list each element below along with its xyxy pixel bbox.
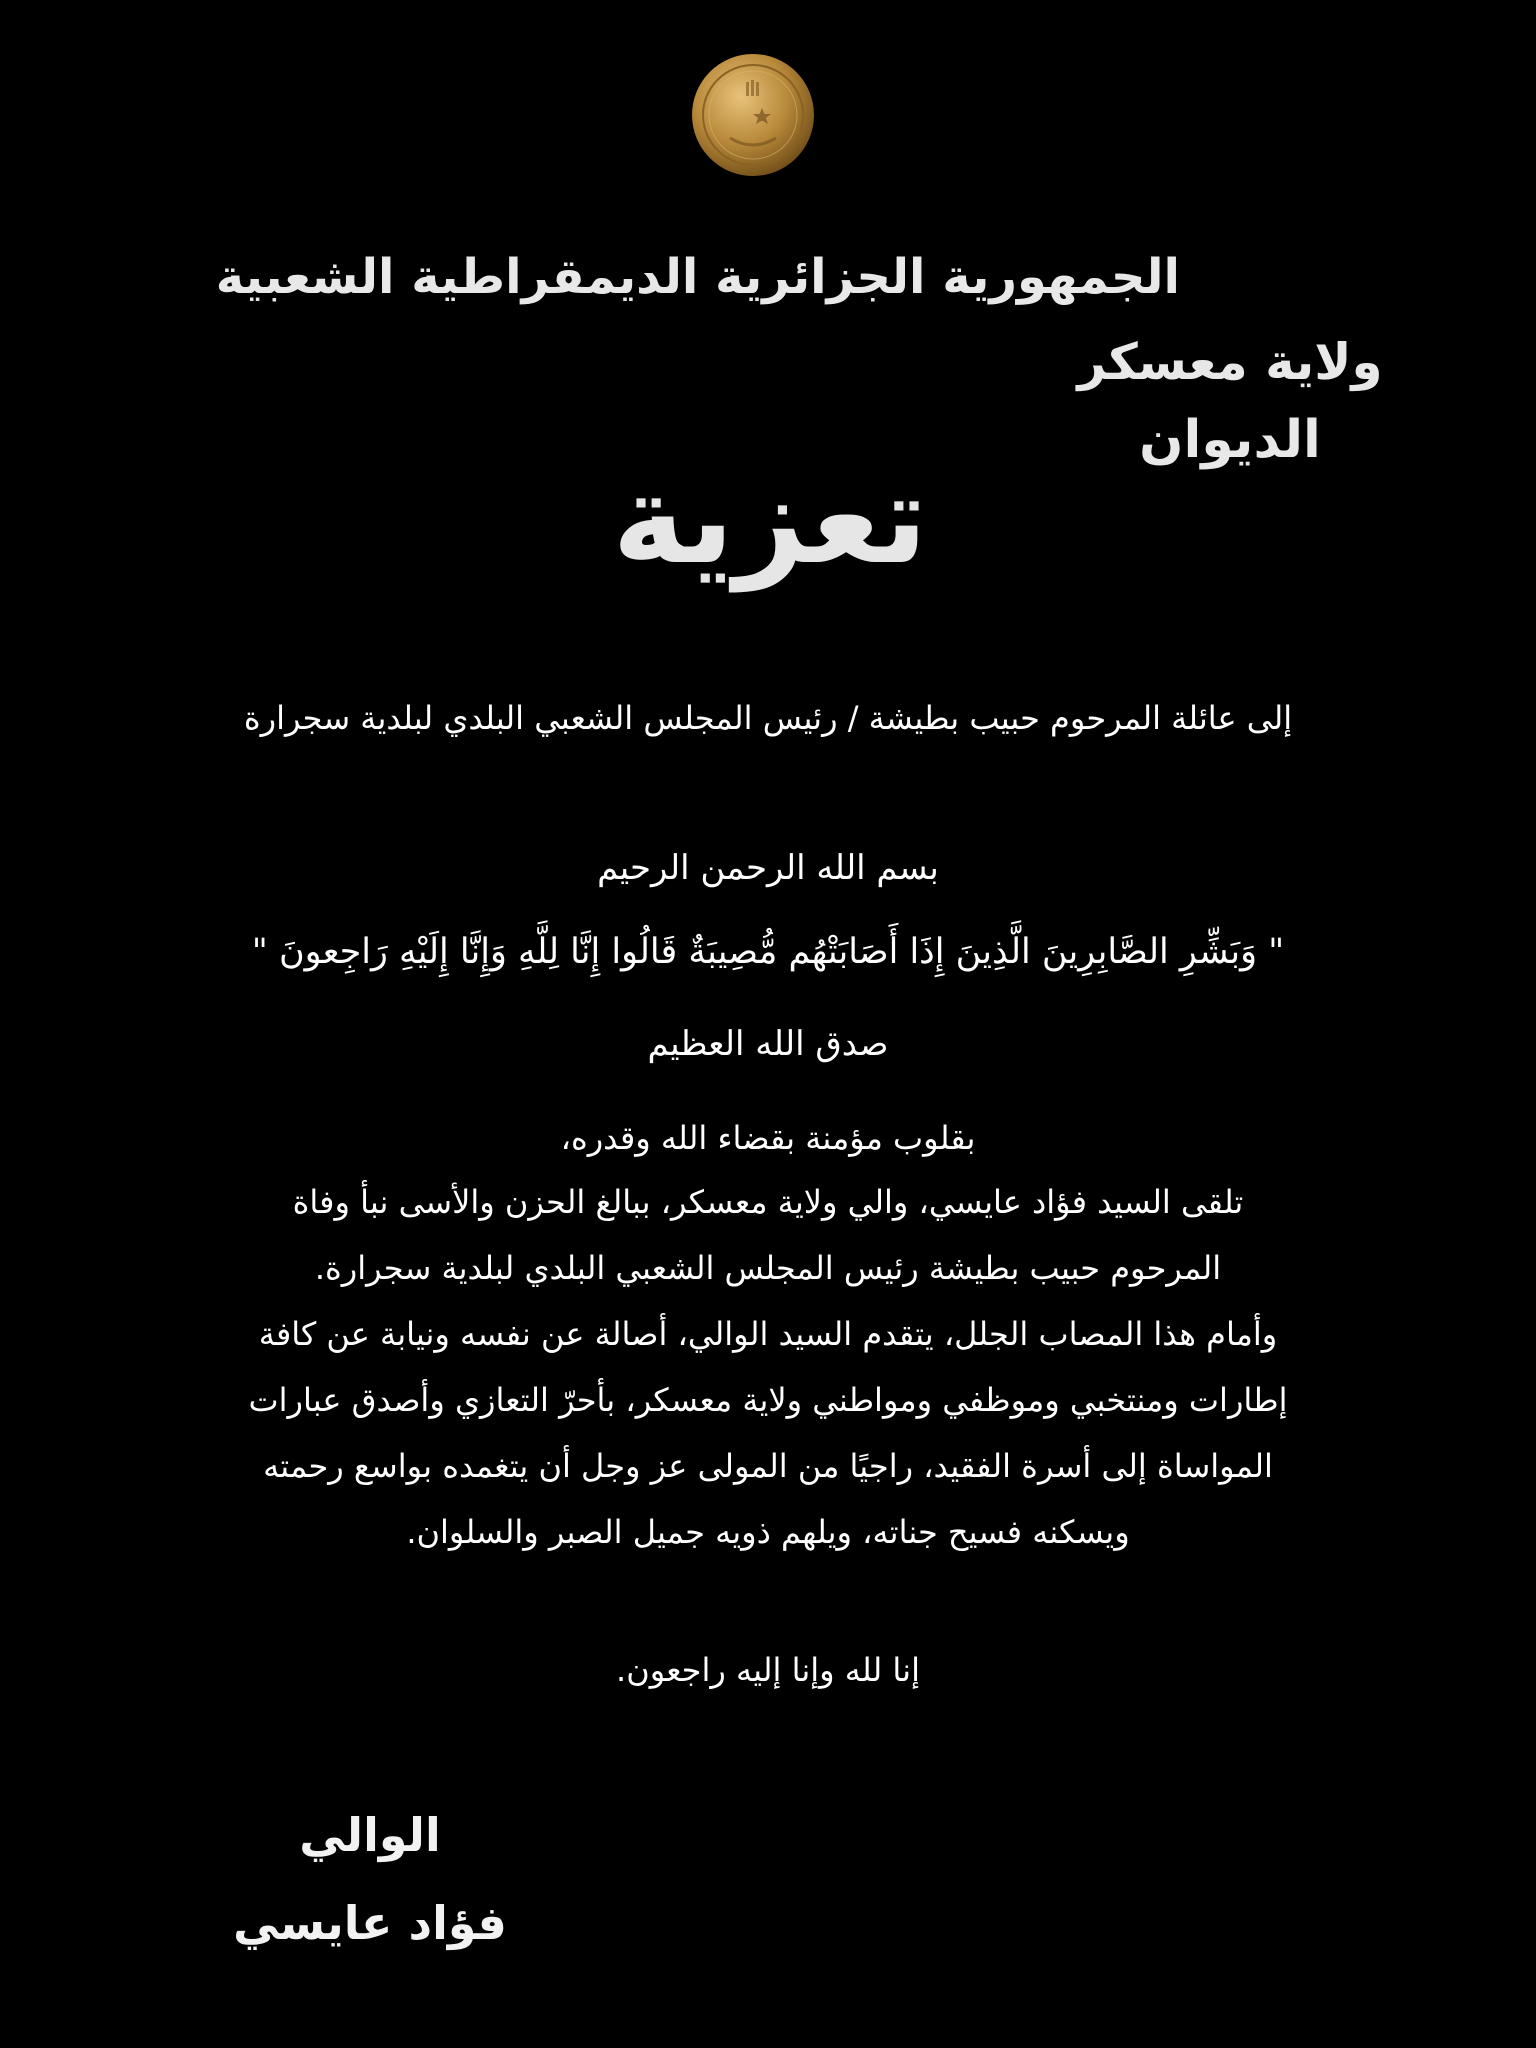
closing-phrase: إنا لله وإنا إليه راجعون.	[616, 1651, 920, 1689]
quran-closing: صدق الله العظيم	[647, 1024, 889, 1064]
body-line: إطارات ومنتخبي وموظفي ومواطني ولاية معسكر، بأحرّ التعازي وأصدق عبارات	[248, 1381, 1288, 1419]
body-line: ويسكنه فسيح جناته، ويلهم ذويه جميل الصبر والسلوان.	[406, 1513, 1130, 1551]
wilaya-name: ولاية معسكر	[1077, 333, 1383, 391]
body-line: بقلوب مؤمنة بقضاء الله وقدره،	[560, 1119, 976, 1157]
body-line: تلقى السيد فؤاد عايسي، والي ولاية معسكر، ببالغ الحزن والأسى نبأ وفاة	[292, 1183, 1244, 1221]
office-name: الديوان	[1139, 410, 1321, 470]
republic-name: الجمهورية الجزائرية الديمقراطية الشعبية	[215, 249, 1180, 305]
quran-verse: " وَبَشِّرِ الصَّابِرِينَ الَّذِينَ إِذَا أَصَابَتْهُم مُّصِيبَةٌ قَالُوا إِنَّا لِلَّهِ وَإِنَّا إِلَيْهِ رَاجِعونَ "	[251, 932, 1285, 972]
body-line: المواساة إلى أسرة الفقيد، راجيًا من المولى عز وجل أن يتغمده بواسع رحمته	[263, 1447, 1273, 1485]
body-line: وأمام هذا المصاب الجلل، يتقدم السيد الوالي، أصالة عن نفسه ونيابة عن كافة	[258, 1315, 1278, 1353]
basmala: بسم الله الرحمن الرحيم	[597, 848, 939, 888]
body-line: المرحوم حبيب بطيشة رئيس المجلس الشعبي البلدي لبلدية سجرارة.	[314, 1249, 1222, 1287]
document-title: تعزية	[612, 448, 928, 592]
signature-name: فؤاد عايسي	[233, 1896, 507, 1950]
recipient-line: إلى عائلة المرحوم حبيب بطيشة / رئيس المجلس الشعبي البلدي لبلدية سجرارة	[243, 699, 1293, 737]
signature-title: الوالي	[299, 1808, 441, 1862]
algeria-state-emblem-icon	[690, 52, 816, 178]
